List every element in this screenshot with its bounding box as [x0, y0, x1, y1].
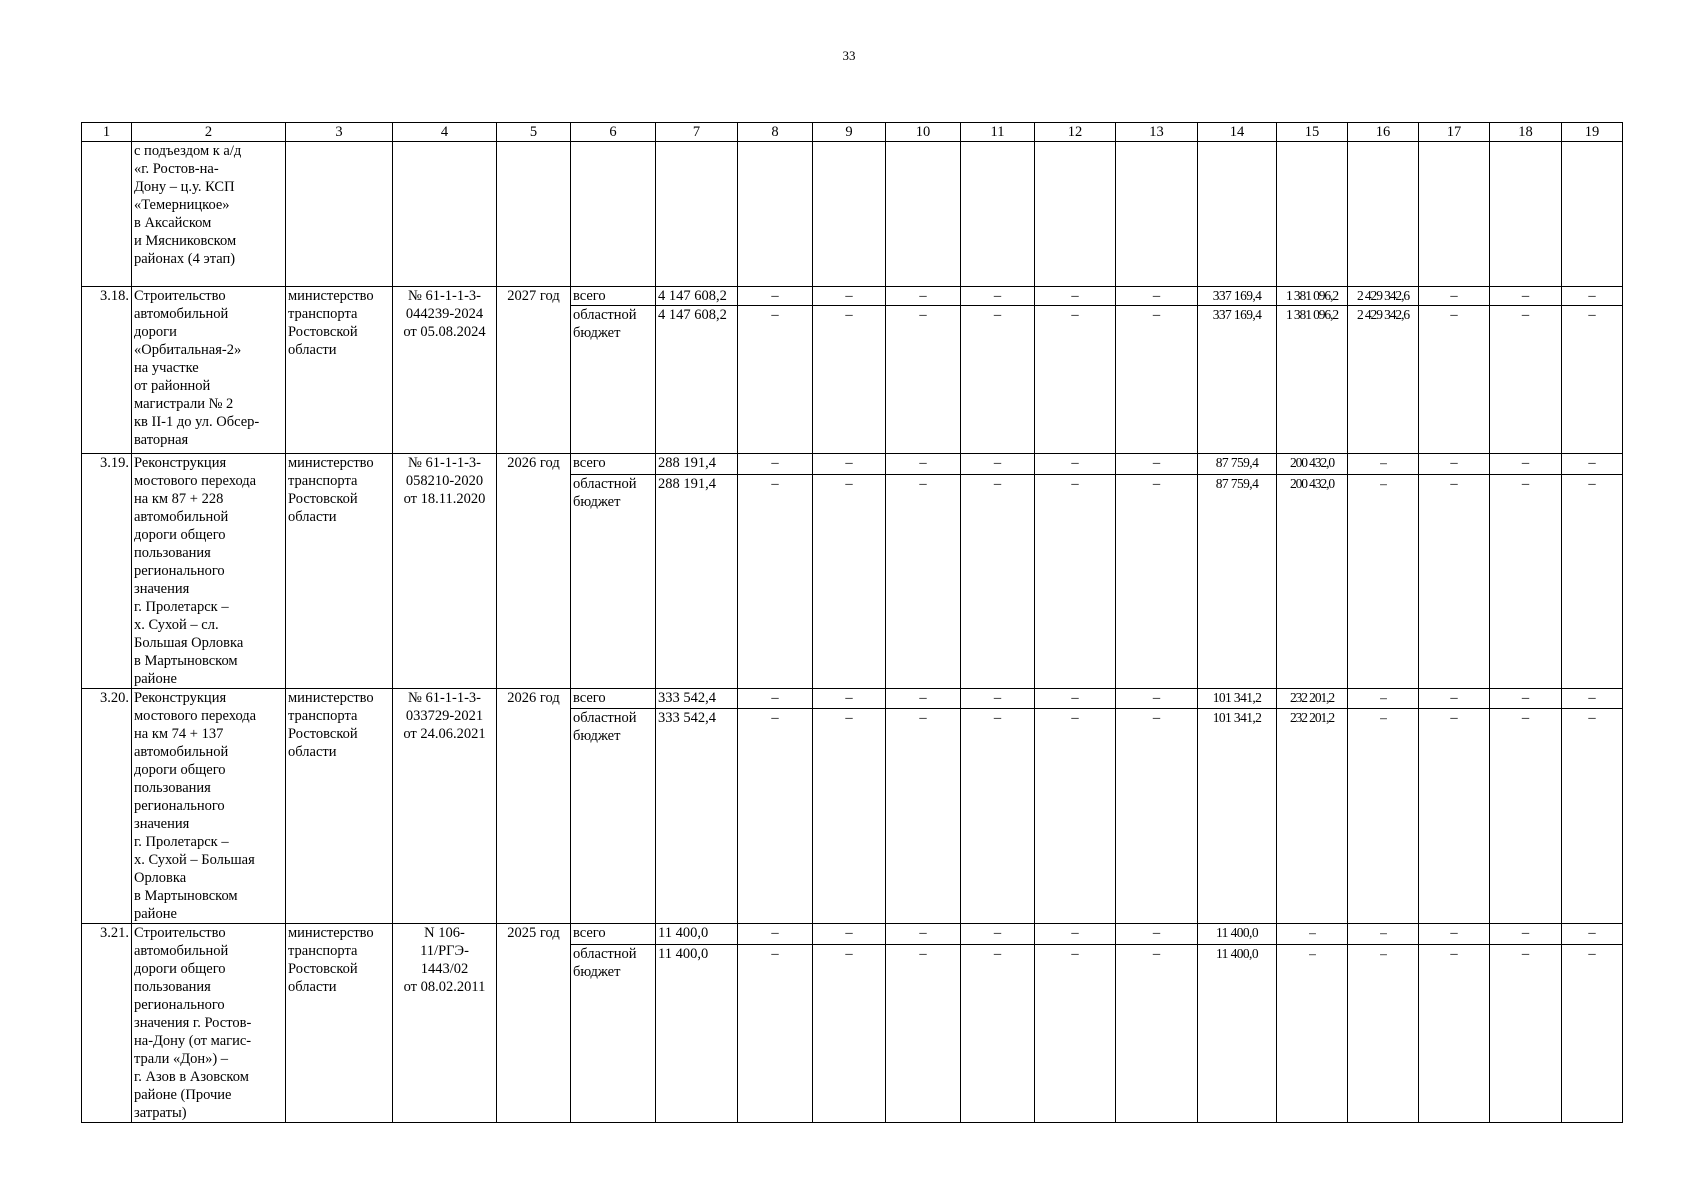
year-amount: –	[961, 708, 1035, 923]
row-number: 3.20.	[82, 689, 132, 924]
year-amount: –	[813, 454, 886, 475]
year-amount: –	[1562, 689, 1623, 709]
year-amount: –	[1348, 454, 1419, 475]
column-number: 4	[393, 123, 497, 142]
cell-line: бюджет	[573, 727, 621, 744]
cell-line: значения	[134, 581, 190, 597]
year-amount: –	[961, 454, 1035, 475]
column-number: 15	[1277, 123, 1348, 142]
funding-source-budget	[571, 708, 656, 923]
funding-source-total: всего	[571, 287, 656, 306]
expertise-document	[393, 454, 497, 689]
year-amount: –	[1419, 454, 1490, 475]
column-number: 13	[1116, 123, 1198, 142]
cell-line: области	[288, 509, 337, 525]
year-amount: 200 432,0	[1277, 454, 1348, 475]
cell-line: районе (Прочие	[134, 1087, 232, 1103]
year-amount: –	[813, 708, 886, 923]
column-number: 16	[1348, 123, 1419, 142]
cell-line: и Мясниковском	[134, 233, 237, 249]
column-number: 14	[1198, 123, 1277, 142]
column-number: 7	[656, 123, 738, 142]
cell-line: Ростовской	[288, 961, 358, 977]
cell-line: «г. Ростов-на-	[134, 161, 219, 177]
cell-line: регионального	[134, 563, 225, 579]
year-amount: –	[1490, 454, 1562, 475]
project-row-total	[82, 689, 1623, 709]
cell-line: Реконструкция	[134, 455, 227, 471]
executor	[286, 924, 393, 1123]
year-amount: –	[1562, 474, 1623, 688]
total-amount: 288 191,4	[656, 454, 738, 475]
empty-cell	[656, 142, 738, 287]
year-amount: –	[1035, 708, 1116, 923]
year-amount: –	[813, 944, 886, 1122]
year-amount: 11 400,0	[1198, 924, 1277, 945]
funding-source-total: всего	[571, 689, 656, 709]
cell-line: 11/РГЭ-	[420, 943, 469, 959]
cell-line: дороги общего	[134, 527, 226, 543]
year-amount: 232 201,2	[1277, 708, 1348, 923]
cell-line: областной	[573, 945, 637, 962]
cell-line: области	[288, 342, 337, 358]
year-amount: –	[886, 689, 961, 709]
cell-line: Строительство	[134, 925, 226, 941]
year-amount: –	[1035, 306, 1116, 454]
funding-source-total: всего	[571, 454, 656, 475]
year-amount: –	[1562, 454, 1623, 475]
cell-line: N 106-	[424, 925, 465, 941]
year-amount: –	[1035, 287, 1116, 306]
empty-cell	[1116, 142, 1198, 287]
year-amount: –	[1490, 689, 1562, 709]
cell-line: автомобильной	[134, 744, 229, 760]
cell-line: 044239-2024	[405, 306, 484, 322]
year-amount: –	[1035, 454, 1116, 475]
total-amount: 333 542,4	[656, 689, 738, 709]
column-number: 6	[571, 123, 656, 142]
year-amount: –	[813, 287, 886, 306]
year-amount: –	[813, 474, 886, 688]
empty-cell	[738, 142, 813, 287]
total-amount: 4 147 608,2	[656, 306, 738, 454]
year-amount: –	[1348, 689, 1419, 709]
year-amount: 1 381 096,2	[1277, 287, 1348, 306]
column-number: 5	[497, 123, 571, 142]
row-number: 3.21.	[82, 924, 132, 1123]
year-amount: –	[961, 474, 1035, 688]
row-number	[82, 142, 132, 287]
total-amount: 333 542,4	[656, 708, 738, 923]
column-number: 2	[132, 123, 286, 142]
cell-line: с подъездом к а/д	[134, 143, 242, 159]
cell-line: автомобильной	[134, 306, 229, 322]
cell-line: области	[288, 744, 337, 760]
project-row-total	[82, 287, 1623, 306]
object-name	[132, 924, 286, 1123]
year-amount: 337 169,4	[1198, 287, 1277, 306]
column-number: 11	[961, 123, 1035, 142]
year-amount: 1 381 096,2	[1277, 306, 1348, 454]
year-amount: 101 341,2	[1198, 708, 1277, 923]
year-amount: –	[961, 306, 1035, 454]
year-amount: –	[1116, 454, 1198, 475]
cell-line: транспорта	[288, 943, 358, 959]
program-table	[81, 122, 1623, 1123]
cell-line: «Орбитальная-2»	[134, 342, 242, 358]
empty-cell	[1035, 142, 1116, 287]
year-amount: –	[1035, 689, 1116, 709]
year-amount: 101 341,2	[1198, 689, 1277, 709]
year-amount: –	[1035, 474, 1116, 688]
cell-line: Ростовской	[288, 491, 358, 507]
year-amount: –	[1419, 944, 1490, 1122]
completion-year: 2026 год	[497, 454, 571, 689]
cell-line: Большая Орловка	[134, 635, 244, 651]
year-amount: –	[1116, 944, 1198, 1122]
funding-source-budget	[571, 944, 656, 1122]
cell-line: области	[288, 979, 337, 995]
year-amount: 2 429 342,6	[1348, 287, 1419, 306]
cell-line: № 61-1-1-3-	[407, 455, 482, 471]
year-amount: –	[738, 924, 813, 945]
cell-line: х. Сухой – Большая	[134, 852, 255, 868]
year-amount: –	[738, 944, 813, 1122]
cell-line: кв II-1 до ул. Обсер-	[134, 414, 260, 430]
year-amount: –	[1490, 474, 1562, 688]
year-amount: 200 432,0	[1277, 474, 1348, 688]
year-amount: 232 201,2	[1277, 689, 1348, 709]
cell-line: от 24.06.2021	[403, 726, 486, 742]
cell-line: регионального	[134, 997, 225, 1013]
year-amount: –	[886, 708, 961, 923]
year-amount: –	[886, 944, 961, 1122]
empty-cell	[497, 142, 571, 287]
project-row-total	[82, 924, 1623, 945]
completion-year: 2026 год	[497, 689, 571, 924]
year-amount: –	[813, 306, 886, 454]
cell-line: министерство	[288, 288, 374, 304]
total-amount: 288 191,4	[656, 474, 738, 688]
object-name	[132, 142, 286, 287]
continuation-row	[82, 142, 1623, 287]
cell-line: в Мартыновском	[134, 888, 238, 904]
column-number: 17	[1419, 123, 1490, 142]
cell-line: транспорта	[288, 708, 358, 724]
year-amount: 87 759,4	[1198, 454, 1277, 475]
cell-line: х. Сухой – сл.	[134, 617, 219, 633]
cell-line: затраты)	[134, 1105, 187, 1121]
empty-cell	[886, 142, 961, 287]
cell-line: трали «Дон») –	[134, 1051, 229, 1067]
column-number: 9	[813, 123, 886, 142]
cell-line: от районной	[134, 378, 211, 394]
year-amount: –	[1419, 474, 1490, 688]
year-amount: –	[1562, 944, 1623, 1122]
cell-line: на участке	[134, 360, 199, 376]
cell-line: областной	[573, 475, 637, 492]
column-number: 10	[886, 123, 961, 142]
cell-line: № 61-1-1-3-	[407, 690, 482, 706]
empty-cell	[1277, 142, 1348, 287]
year-amount: –	[1035, 944, 1116, 1122]
cell-line: магистрали № 2	[134, 396, 234, 412]
empty-cell	[1562, 142, 1623, 287]
column-number: 18	[1490, 123, 1562, 142]
funding-source-budget	[571, 474, 656, 688]
year-amount: –	[886, 306, 961, 454]
empty-cell	[961, 142, 1035, 287]
empty-cell	[813, 142, 886, 287]
year-amount: –	[1116, 708, 1198, 923]
cell-line: на км 87 + 228	[134, 491, 224, 507]
cell-line: мостового перехода	[134, 708, 257, 724]
cell-line: в Аксайском	[134, 215, 212, 231]
cell-line: в Мартыновском	[134, 653, 238, 669]
empty-cell	[393, 142, 497, 287]
year-amount: –	[1277, 944, 1348, 1122]
year-amount: –	[1116, 924, 1198, 945]
total-amount: 4 147 608,2	[656, 287, 738, 306]
year-amount: –	[1562, 708, 1623, 923]
cell-line: от 05.08.2024	[403, 324, 486, 340]
year-amount: –	[1116, 287, 1198, 306]
year-amount: –	[1419, 287, 1490, 306]
total-amount: 11 400,0	[656, 924, 738, 945]
cell-line: № 61-1-1-3-	[407, 288, 482, 304]
year-amount: –	[1348, 474, 1419, 688]
year-amount: –	[1116, 474, 1198, 688]
cell-line: на км 74 + 137	[134, 726, 224, 742]
year-amount: –	[1348, 708, 1419, 923]
year-amount: –	[1562, 924, 1623, 945]
cell-line: 033729-2021	[405, 708, 484, 724]
year-amount: –	[961, 287, 1035, 306]
row-number: 3.18.	[82, 287, 132, 454]
year-amount: –	[961, 944, 1035, 1122]
year-amount: –	[1490, 944, 1562, 1122]
executor	[286, 287, 393, 454]
empty-cell	[286, 142, 393, 287]
empty-cell	[571, 142, 656, 287]
column-number: 3	[286, 123, 393, 142]
cell-line: ваторная	[134, 432, 189, 448]
cell-line: областной	[573, 709, 637, 726]
year-amount: –	[886, 287, 961, 306]
completion-year: 2027 год	[497, 287, 571, 454]
row-number: 3.19.	[82, 454, 132, 689]
column-number: 8	[738, 123, 813, 142]
cell-line: от 18.11.2020	[403, 491, 486, 507]
cell-line: дороги	[134, 324, 177, 340]
year-amount: –	[813, 689, 886, 709]
cell-line: г. Азов в Азовском	[134, 1069, 249, 1085]
year-amount: –	[961, 924, 1035, 945]
empty-cell	[1490, 142, 1562, 287]
empty-cell	[1419, 142, 1490, 287]
cell-line: дороги общего	[134, 762, 226, 778]
year-amount: –	[1277, 924, 1348, 945]
empty-cell	[1198, 142, 1277, 287]
cell-line: мостового перехода	[134, 473, 257, 489]
year-amount: –	[813, 924, 886, 945]
column-number: 1	[82, 123, 132, 142]
cell-line: значения	[134, 816, 190, 832]
cell-line: 058210-2020	[405, 473, 484, 489]
cell-line: пользования	[134, 545, 211, 561]
project-row-total	[82, 454, 1623, 475]
cell-line: значения г. Ростов-	[134, 1015, 252, 1031]
year-amount: 337 169,4	[1198, 306, 1277, 454]
executor	[286, 689, 393, 924]
empty-cell	[1348, 142, 1419, 287]
cell-line: г. Пролетарск –	[134, 834, 229, 850]
cell-line: районах (4 этап)	[134, 251, 236, 267]
year-amount: –	[961, 689, 1035, 709]
year-amount: –	[1419, 924, 1490, 945]
year-amount: –	[1562, 287, 1623, 306]
cell-line: дороги общего	[134, 961, 226, 977]
cell-line: пользования	[134, 979, 211, 995]
year-amount: 87 759,4	[1198, 474, 1277, 688]
year-amount: –	[1419, 306, 1490, 454]
cell-line: районе	[134, 906, 177, 922]
year-amount: –	[738, 287, 813, 306]
cell-line: Орловка	[134, 870, 187, 886]
funding-source-total: всего	[571, 924, 656, 945]
cell-line: министерство	[288, 925, 374, 941]
year-amount: –	[1419, 689, 1490, 709]
cell-line: автомобильной	[134, 943, 229, 959]
year-amount: –	[886, 454, 961, 475]
cell-line: районе	[134, 671, 177, 687]
year-amount: –	[1419, 708, 1490, 923]
year-amount: –	[1490, 708, 1562, 923]
year-amount: –	[886, 924, 961, 945]
total-amount: 11 400,0	[656, 944, 738, 1122]
object-name	[132, 454, 286, 689]
cell-line: министерство	[288, 690, 374, 706]
year-amount: –	[886, 474, 961, 688]
year-amount: –	[738, 474, 813, 688]
expertise-document	[393, 689, 497, 924]
executor	[286, 454, 393, 689]
year-amount: –	[738, 454, 813, 475]
cell-line: от 08.02.2011	[403, 979, 486, 995]
column-number: 19	[1562, 123, 1623, 142]
cell-line: Строительство	[134, 288, 226, 304]
object-name	[132, 689, 286, 924]
year-amount: –	[1348, 944, 1419, 1122]
cell-line: регионального	[134, 798, 225, 814]
cell-line: министерство	[288, 455, 374, 471]
column-number: 12	[1035, 123, 1116, 142]
year-amount: –	[1348, 924, 1419, 945]
cell-line: пользования	[134, 780, 211, 796]
cell-line: Ростовской	[288, 324, 358, 340]
header-row	[82, 123, 1623, 142]
year-amount: –	[1116, 689, 1198, 709]
year-amount: –	[1116, 306, 1198, 454]
cell-line: областной	[573, 307, 637, 323]
page-number: 33	[842, 48, 856, 63]
cell-line: 1443/02	[420, 961, 469, 977]
cell-line: Дону – ц.у. КСП	[134, 179, 235, 195]
cell-line: Реконструкция	[134, 690, 227, 706]
cell-line: бюджет	[573, 963, 621, 980]
year-amount: 2 429 342,6	[1348, 306, 1419, 454]
cell-line: транспорта	[288, 306, 358, 322]
object-name	[132, 287, 286, 454]
year-amount: 11 400,0	[1198, 944, 1277, 1122]
year-amount: –	[1035, 924, 1116, 945]
cell-line: бюджет	[573, 493, 621, 510]
year-amount: –	[738, 689, 813, 709]
expertise-document	[393, 924, 497, 1123]
cell-line: автомобильной	[134, 509, 229, 525]
year-amount: –	[1490, 306, 1562, 454]
year-amount: –	[1490, 287, 1562, 306]
completion-year: 2025 год	[497, 924, 571, 1123]
cell-line: «Темерницкое»	[134, 197, 230, 213]
cell-line: на-Дону (от магис-	[134, 1033, 252, 1049]
cell-line: Ростовской	[288, 726, 358, 742]
cell-line: бюджет	[573, 325, 621, 341]
year-amount: –	[1490, 924, 1562, 945]
cell-line: транспорта	[288, 473, 358, 489]
year-amount: –	[738, 306, 813, 454]
cell-line: г. Пролетарск –	[134, 599, 229, 615]
year-amount: –	[738, 708, 813, 923]
funding-source-budget	[571, 306, 656, 454]
expertise-document	[393, 287, 497, 454]
year-amount: –	[1562, 306, 1623, 454]
